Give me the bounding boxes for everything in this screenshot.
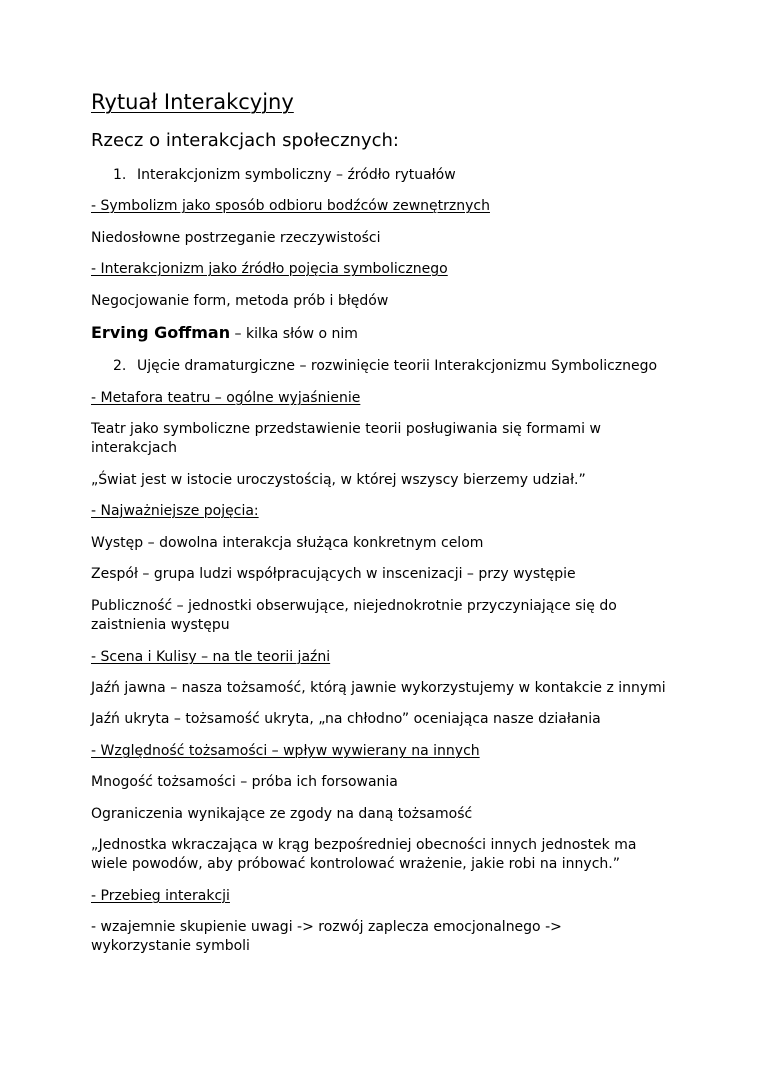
- quote: „Świat jest w istocie uroczystością, w której wszyscy bierzemy udział.”: [91, 472, 586, 488]
- paragraph: Ograniczenia wynikające ze zgody na daną tożsamość: [91, 806, 473, 822]
- paragraph: Występ – dowolna interakcja służąca konkretnym celom: [91, 535, 484, 551]
- goffman-name: Erving Goffman: [91, 323, 231, 342]
- goffman-line: [91, 323, 691, 344]
- paragraph: Zespół – grupa ludzi współpracujących w inscenizacji – przy występie: [91, 566, 576, 582]
- list-number: 1.: [113, 167, 127, 183]
- goffman-rest: – kilka słów o nim: [230, 326, 358, 342]
- section-heading-pojecia: - Najważniejsze pojęcia:: [91, 503, 259, 519]
- paragraph: Teatr jako symboliczne przedstawienie teorii posługiwania się formami w: [91, 421, 601, 437]
- paragraph: Negocjowanie form, metoda prób i błędów: [91, 293, 389, 309]
- paragraph: Mnogość tożsamości – próba ich forsowania: [91, 774, 398, 790]
- section-heading-symbolizm: - Symbolizm jako sposób odbioru bodźców zewnętrznych: [91, 198, 490, 214]
- paragraph: wykorzystanie symboli: [91, 938, 250, 954]
- list-item-1: [113, 166, 713, 185]
- paragraph: Jaźń jawna – nasza tożsamość, którą jawnie wykorzystujemy w kontakcie z innymi: [91, 680, 666, 696]
- paragraph: zaistnienia występu: [91, 617, 230, 633]
- section-heading-przebieg: - Przebieg interakcji: [91, 888, 230, 904]
- paragraph: - wzajemnie skupienie uwagi -> rozwój zaplecza emocjonalnego ->: [91, 919, 562, 935]
- paragraph: Publiczność – jednostki obserwujące, niejednokrotnie przyczyniające się do: [91, 598, 617, 614]
- section-heading-wzglednosc: - Względność tożsamości – wpływ wywierany na innych: [91, 743, 480, 759]
- document-title: Rytuał Interakcyjny: [91, 90, 294, 114]
- section-heading-scena: - Scena i Kulisy – na tle teorii jaźni: [91, 649, 331, 665]
- quote: wiele powodów, aby próbować kontrolować wrażenie, jakie robi na innych.”: [91, 856, 620, 872]
- list-number: 2.: [113, 358, 127, 374]
- list-item-2: [113, 357, 713, 376]
- list-text: Interakcjonizm symboliczny – źródło rytuałów: [137, 167, 456, 183]
- section-heading-interakcjonizm: - Interakcjonizm jako źródło pojęcia symbolicznego: [91, 261, 448, 277]
- section-heading-metafora: - Metafora teatru – ogólne wyjaśnienie: [91, 390, 361, 406]
- quote: „Jednostka wkraczająca w krąg bezpośredniej obecności innych jednostek ma: [91, 837, 637, 853]
- list-text: Ujęcie dramaturgiczne – rozwinięcie teorii Interakcjonizmu Symbolicznego: [137, 358, 658, 374]
- document-subtitle: Rzecz o interakcjach społecznych:: [91, 130, 399, 151]
- paragraph: interakcjach: [91, 440, 178, 456]
- paragraph: Jaźń ukryta – tożsamość ukryta, „na chłodno” oceniająca nasze działania: [91, 711, 601, 727]
- paragraph: Niedosłowne postrzeganie rzeczywistości: [91, 230, 381, 246]
